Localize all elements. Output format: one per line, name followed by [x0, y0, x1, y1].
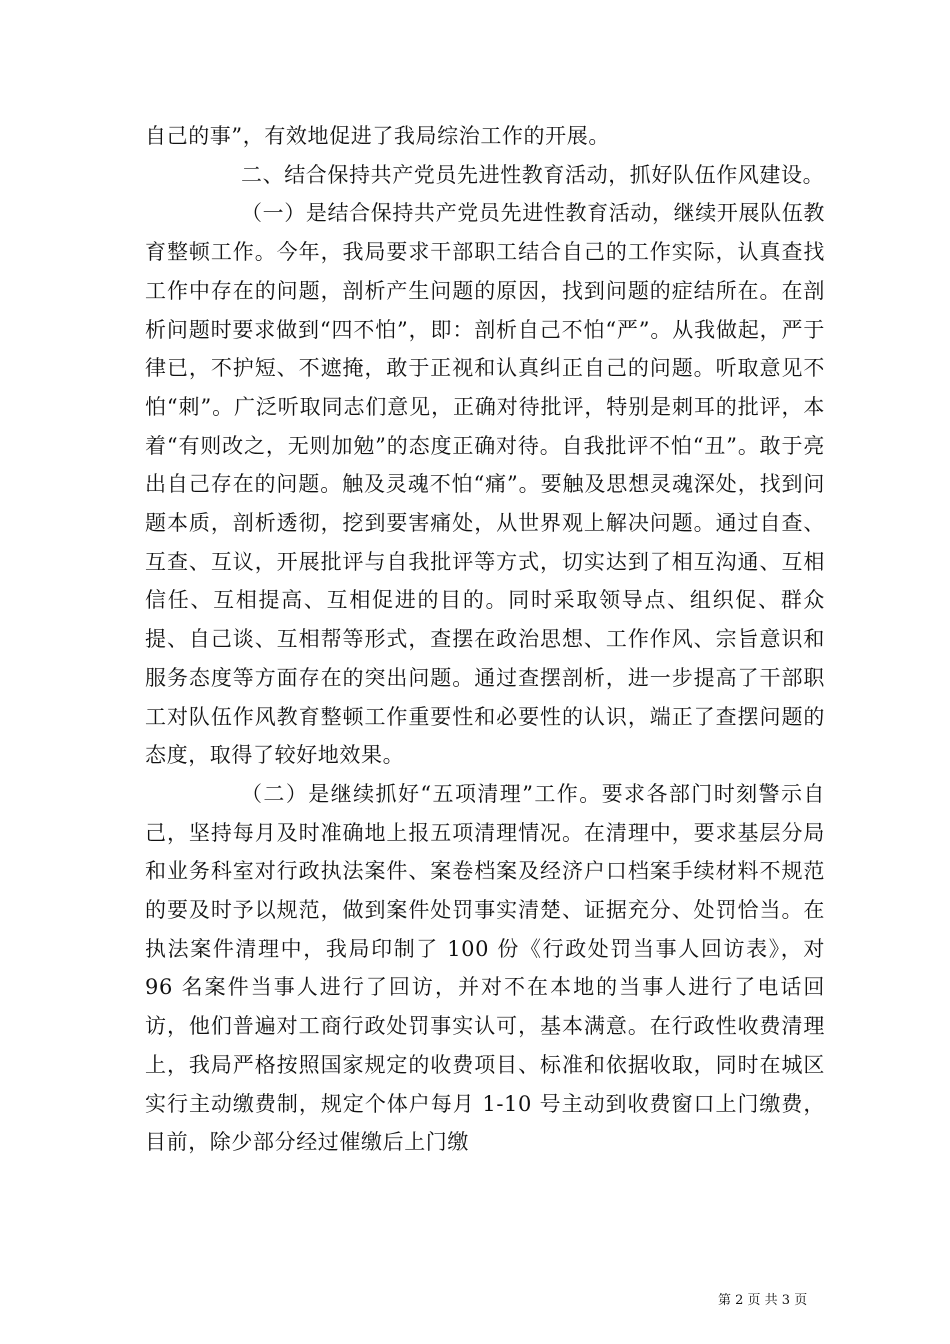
paragraph-continuation: 自己的事”，有效地促进了我局综治工作的开展。 — [145, 124, 610, 148]
document-body — [145, 117, 825, 1162]
section-heading: 二、结合保持共产党员先进性教育活动，抓好队伍作风建设。 — [241, 162, 825, 187]
page-number-footer: 第 2 页 共 3 页 — [718, 1293, 808, 1308]
paragraph-subsection-2: （二）是继续抓好“五项清理”工作。要求各部门时刻警示自己，坚持每月及时准确地上报五项清理情况。在清理中，要求基层分局和业务科室对行政执法案件、案卷档案及经济户口档案手续材料不规范的要及时予以规范，做到案件处罚事实清楚、证据充分、处罚恰当。在执法案件清理中，我局印制了 100 份《行政处罚当事人回访表》，对 96 名案件当事人进行了回访，并对不在本地的当事人进行了电话回访，他们普遍对工商行政处罚事实认可，基本满意。在行政性收费清理上，我局严格按照国家规定的收费项目、标准和依据收取，同时在城区实行主动缴费制，规定个体户每月 1-10 号主动到收费窗口上门缴费，目前，除少部分经过催缴后上门缴 — [145, 781, 825, 1155]
paragraph-subsection-1: （一）是结合保持共产党员先进性教育活动，继续开展队伍教育整顿工作。今年，我局要求干部职工结合自己的工作实际，认真查找工作中存在的问题，剖析产生问题的原因，找到问题的症结所在。在剖析问题时要求做到“四不怕”，即：剖析自己不怕“严”。从我做起，严于律已，不护短、不遮掩，敢于正视和认真纠正自己的问题。听取意见不怕“刺”。广泛听取同志们意见，正确对待批评，特别是刺耳的批评，本着“有则改之，无则加勉”的态度正确对待。自我批评不怕“丑”。敢于亮出自己存在的问题。触及灵魂不怕“痛”。要触及思想灵魂深处，找到问题本质，剖析透彻，挖到要害痛处，从世界观上解决问题。通过自查、互查、互议，开展批评与自我批评等方式，切实达到了相互沟通、互相信任、互相提高、互相促进的目的。同时采取领导点、组织促、群众提、自己谈、互相帮等形式，查摆在政治思想、工作作风、宗旨意识和服务态度等方面存在的突出问题。通过查摆剖析，进一步提高了干部职工对队伍作风教育整顿工作重要性和必要性的认识，端正了查摆问题的态度，取得了较好地效果。 — [145, 201, 825, 768]
